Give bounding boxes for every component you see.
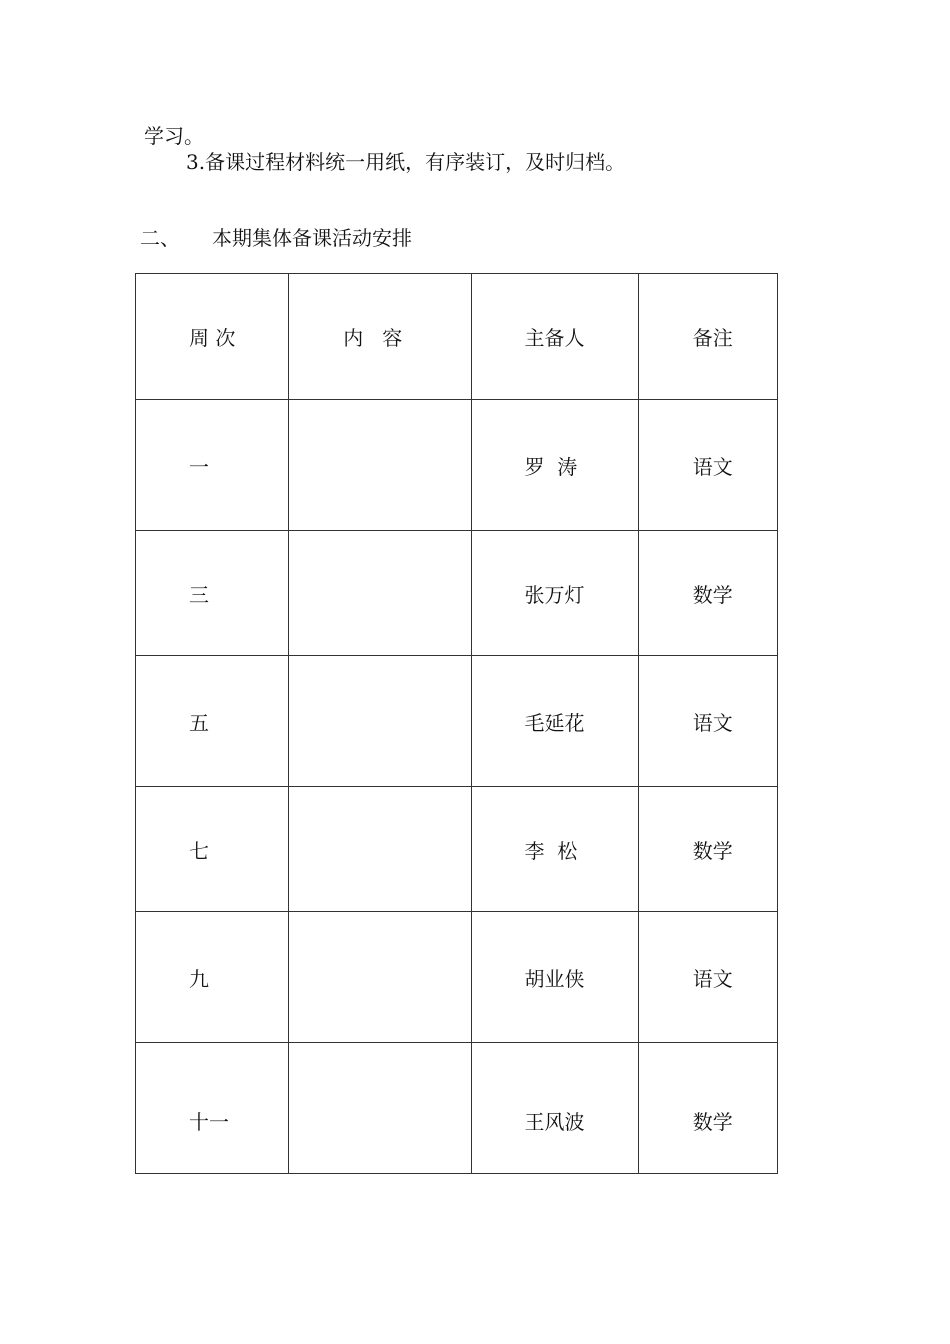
header-cell-note: 备注: [638, 274, 777, 400]
cell-week: 七: [136, 787, 289, 912]
table-row: [136, 656, 778, 787]
cell-person: 罗 涛: [471, 400, 638, 531]
table-row: [136, 531, 778, 656]
cell-note: 语文: [638, 400, 777, 531]
header-cell-week: 周 次: [136, 274, 289, 400]
section-title: 本期集体备课活动安排: [212, 226, 412, 250]
table-header-row: [136, 274, 778, 400]
cell-person: 李 松: [471, 787, 638, 912]
cell-person: 王风波: [471, 1043, 638, 1174]
cell-content: [289, 400, 471, 531]
schedule-table: [135, 273, 778, 1174]
cell-content: [289, 1043, 471, 1174]
cell-person: 张万灯: [471, 531, 638, 656]
header-cell-content: 内 容: [289, 274, 471, 400]
cell-note: 数学: [638, 1043, 777, 1174]
cell-week: 一: [136, 400, 289, 531]
table-row: [136, 1043, 778, 1174]
cell-note: 语文: [638, 656, 777, 787]
cell-week: 三: [136, 531, 289, 656]
table-row: [136, 912, 778, 1043]
cell-person: 胡业侠: [471, 912, 638, 1043]
cell-note: 数学: [638, 531, 777, 656]
cell-person: 毛延花: [471, 656, 638, 787]
table-row: [136, 787, 778, 912]
cell-note: 数学: [638, 787, 777, 912]
cell-content: [289, 912, 471, 1043]
section-number: 二、: [140, 226, 180, 250]
cell-content: [289, 531, 471, 656]
header-cell-person: 主备人: [471, 274, 638, 400]
paragraph-line-item-3: 3.备课过程材料统一用纸，有序装订，及时归档。: [186, 150, 626, 174]
cell-note: 语文: [638, 912, 777, 1043]
cell-content: [289, 787, 471, 912]
cell-week: 五: [136, 656, 289, 787]
cell-content: [289, 656, 471, 787]
table-row: [136, 400, 778, 531]
paragraph-line-continuation: 学习。: [144, 124, 204, 148]
cell-week: 十一: [136, 1043, 289, 1174]
cell-week: 九: [136, 912, 289, 1043]
